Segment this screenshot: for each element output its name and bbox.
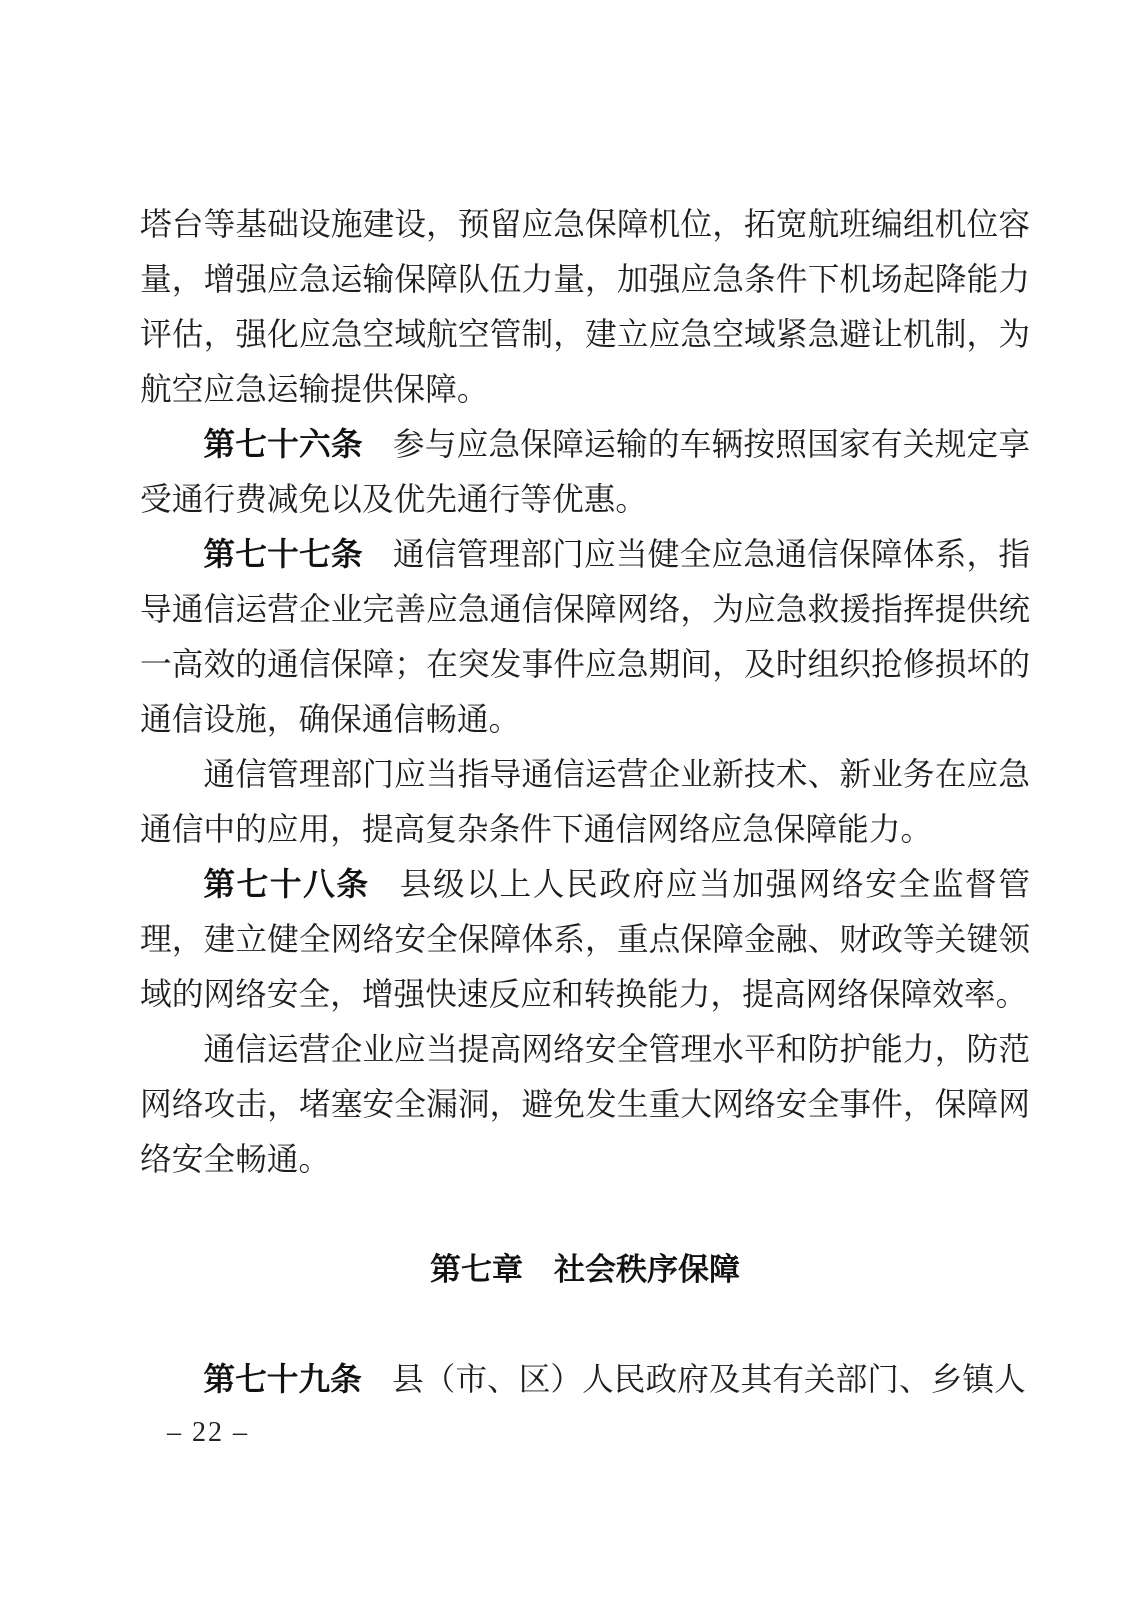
chapter-7-heading: 第七章 社会秩序保障 [430, 1252, 740, 1287]
article-79-text: 县（市、区）人民政府及其有关部门、乡镇人 [391, 1362, 1026, 1397]
article-78-number: 第七十八条 [203, 866, 370, 902]
article-79-number: 第七十九条 [203, 1361, 362, 1397]
article-76-text: 参与应急保障运输的车辆按照国家有关规定享受通行费减免以及优先通行等优惠。 [140, 427, 1031, 517]
paragraph-article-77 [140, 527, 1030, 747]
paragraph-article-78-clause-2: 通信运营企业应当提高网络安全管理水平和防护能力，防范网络攻击，堵塞安全漏洞，避免发生重大网络安全事件，保障网络安全畅通。 [140, 1032, 1030, 1177]
article-77-number: 第七十七条 [203, 536, 363, 572]
article-77-text: 通信管理部门应当健全应急通信保障体系，指导通信运营企业完善应急通信保障网络，为应急救援指挥提供统一高效的通信保障；在突发事件应急期间，及时组织抢修损坏的通信设施，确保通信畅通。 [140, 537, 1031, 737]
paragraph-article-78 [140, 857, 1030, 1022]
document-body [140, 197, 1030, 1407]
paragraph-continuation: 塔台等基础设施建设，预留应急保障机位，拓宽航班编组机位容量，增强应急运输保障队伍力量，加强应急条件下机场起降能力评估，强化应急空域航空管制，建立应急空域紧急避让机制，为航空应急运输提供保障。 [140, 207, 1030, 407]
paragraph-article-79 [140, 1352, 1030, 1407]
article-78-text: 县级以上人民政府应当加强网络安全监督管理，建立健全网络安全保障体系，重点保障金融、财政等关键领域的网络安全，增强快速反应和转换能力，提高网络保障效率。 [140, 867, 1031, 1012]
paragraph-article-77-clause-2: 通信管理部门应当指导通信运营企业新技术、新业务在应急通信中的应用，提高复杂条件下通信网络应急保障能力。 [140, 757, 1030, 847]
page-number: – 22 – [167, 1417, 249, 1448]
paragraph-article-76 [140, 417, 1030, 527]
article-76-number: 第七十六条 [203, 426, 363, 462]
